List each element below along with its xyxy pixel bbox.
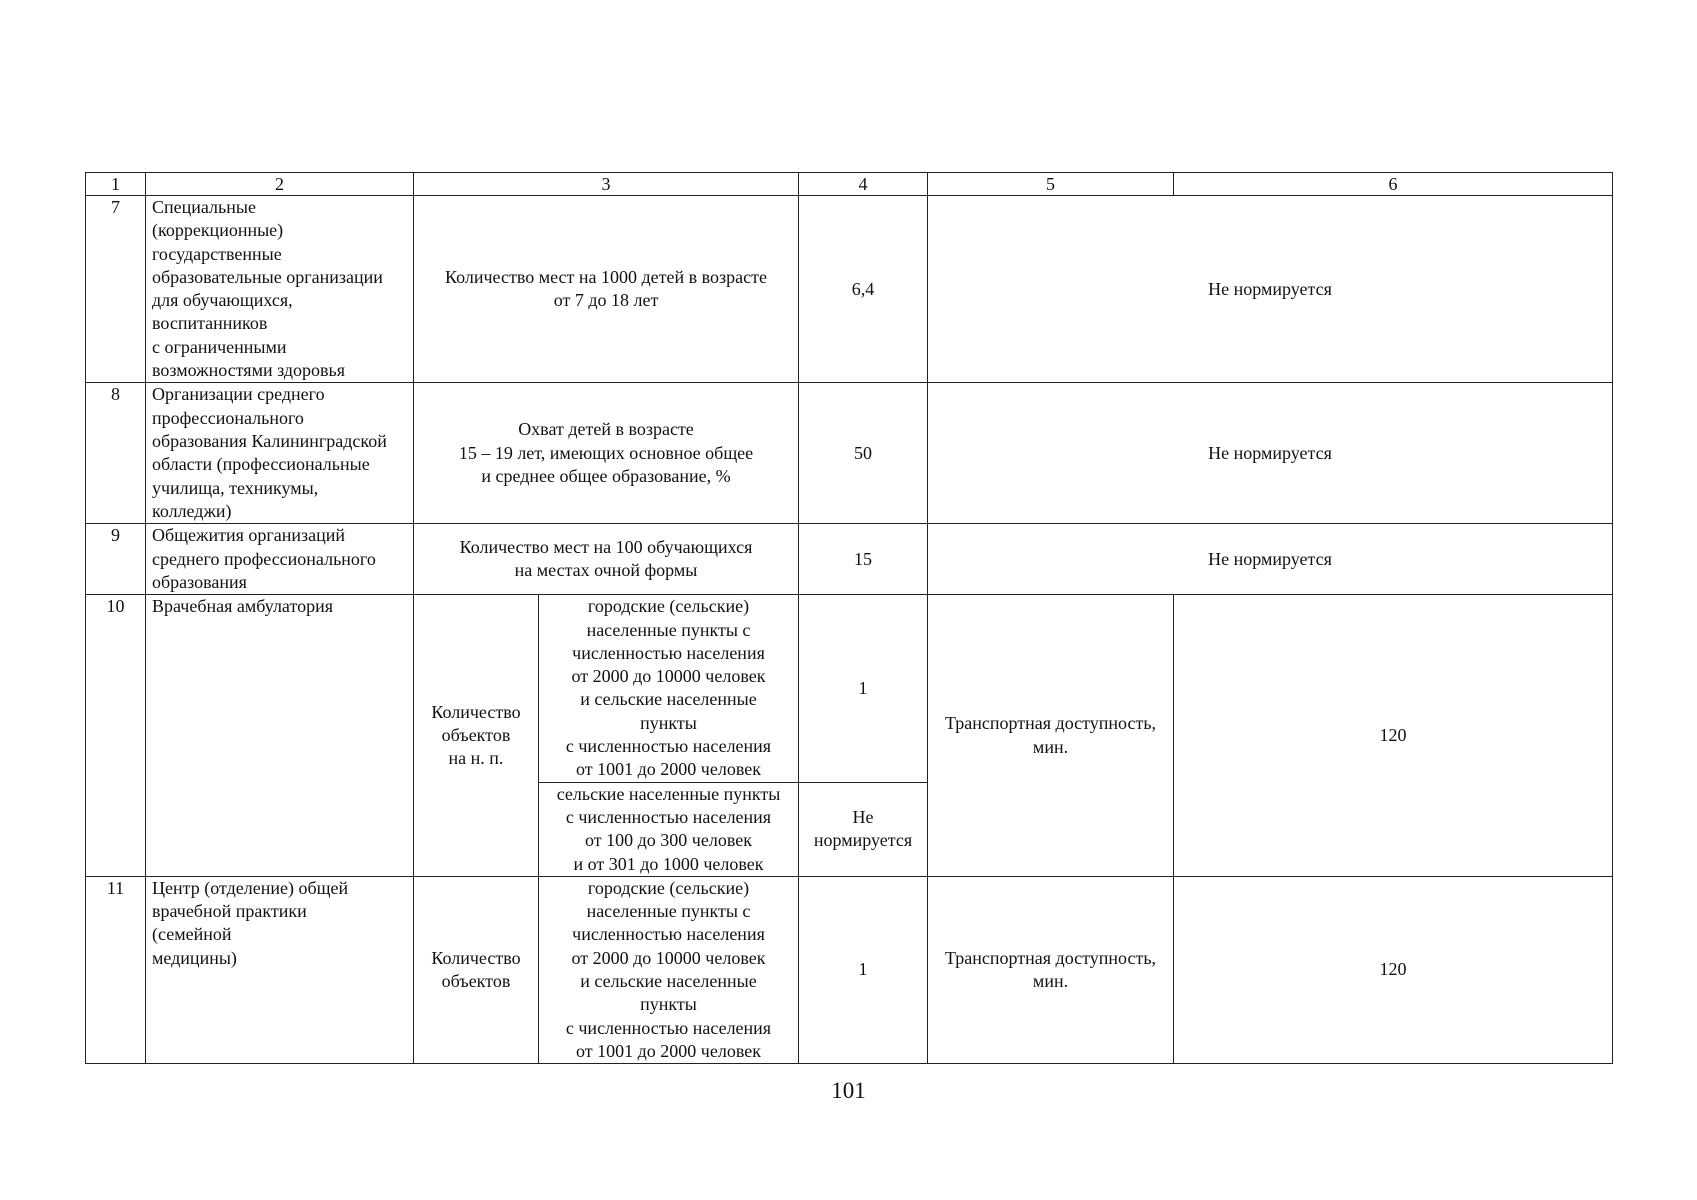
accessibility-value: 120 bbox=[1174, 595, 1613, 877]
facility-name: Общежития организаций среднего профессионального образования bbox=[146, 524, 414, 595]
accessibility: Не нормируется bbox=[928, 196, 1613, 383]
indicator: Количество мест на 1000 детей в возрасте от 7 до 18 лет bbox=[414, 196, 799, 383]
norm-value: 6,4 bbox=[799, 196, 928, 383]
settlement-category: городские (сельские) населенные пункты с численностью населения от 2000 до 10000 человек и сельские населенные пункты с численностью населения от 1001 до 2000 человек bbox=[539, 595, 799, 782]
indicator: Количество объектов bbox=[414, 876, 539, 1063]
indicator: Количество объектов на н. п. bbox=[414, 595, 539, 877]
header-row bbox=[86, 173, 1613, 196]
row-number: 11 bbox=[86, 876, 146, 1063]
facility-name: Организации среднего профессионального образования Калининградской области (профессиональные училища, техникумы, колледжи) bbox=[146, 383, 414, 524]
norm-value: 50 bbox=[799, 383, 928, 524]
facility-name: Специальные (коррекционные) государственные образовательные организации для обучающихся, воспитанников с ограниченными возможностями здоровья bbox=[146, 196, 414, 383]
settlement-category: городские (сельские) населенные пункты с численностью населения от 2000 до 10000 человек и сельские населенные пункты с численностью населения от 1001 до 2000 человек bbox=[539, 876, 799, 1063]
accessibility-label: Транспортная доступность, мин. bbox=[928, 876, 1174, 1063]
header-col-2: 2 bbox=[146, 173, 414, 196]
norm-value: 1 bbox=[799, 876, 928, 1063]
table-row bbox=[86, 876, 1613, 1063]
header-col-1: 1 bbox=[86, 173, 146, 196]
header-col-6: 6 bbox=[1174, 173, 1613, 196]
accessibility-label: Транспортная доступность, мин. bbox=[928, 595, 1174, 877]
table-row bbox=[86, 196, 1613, 383]
row-number: 8 bbox=[86, 383, 146, 524]
norm-value: 15 bbox=[799, 524, 928, 595]
norms-table bbox=[85, 172, 1613, 1064]
accessibility-value: 120 bbox=[1174, 876, 1613, 1063]
row-number: 7 bbox=[86, 196, 146, 383]
indicator: Количество мест на 100 обучающихся на местах очной формы bbox=[414, 524, 799, 595]
accessibility: Не нормируется bbox=[928, 383, 1613, 524]
header-col-3: 3 bbox=[414, 173, 799, 196]
indicator: Охват детей в возрасте 15 – 19 лет, имеющих основное общее и среднее общее образование, % bbox=[414, 383, 799, 524]
table-row bbox=[86, 595, 1613, 782]
header-col-4: 4 bbox=[799, 173, 928, 196]
accessibility: Не нормируется bbox=[928, 524, 1613, 595]
facility-name: Центр (отделение) общей врачебной практики (семейной медицины) bbox=[146, 876, 414, 1063]
norm-value: 1 bbox=[799, 595, 928, 782]
page-number: 101 bbox=[831, 1078, 866, 1103]
row-number: 10 bbox=[86, 595, 146, 877]
row-number: 9 bbox=[86, 524, 146, 595]
facility-name: Врачебная амбулатория bbox=[146, 595, 414, 877]
table-row bbox=[86, 524, 1613, 595]
header-col-5: 5 bbox=[928, 173, 1174, 196]
table-row bbox=[86, 383, 1613, 524]
settlement-category: сельские населенные пункты с численностью населения от 100 до 300 человек и от 301 до 1000 человек bbox=[539, 782, 799, 876]
norm-value: Не нормируется bbox=[799, 782, 928, 876]
